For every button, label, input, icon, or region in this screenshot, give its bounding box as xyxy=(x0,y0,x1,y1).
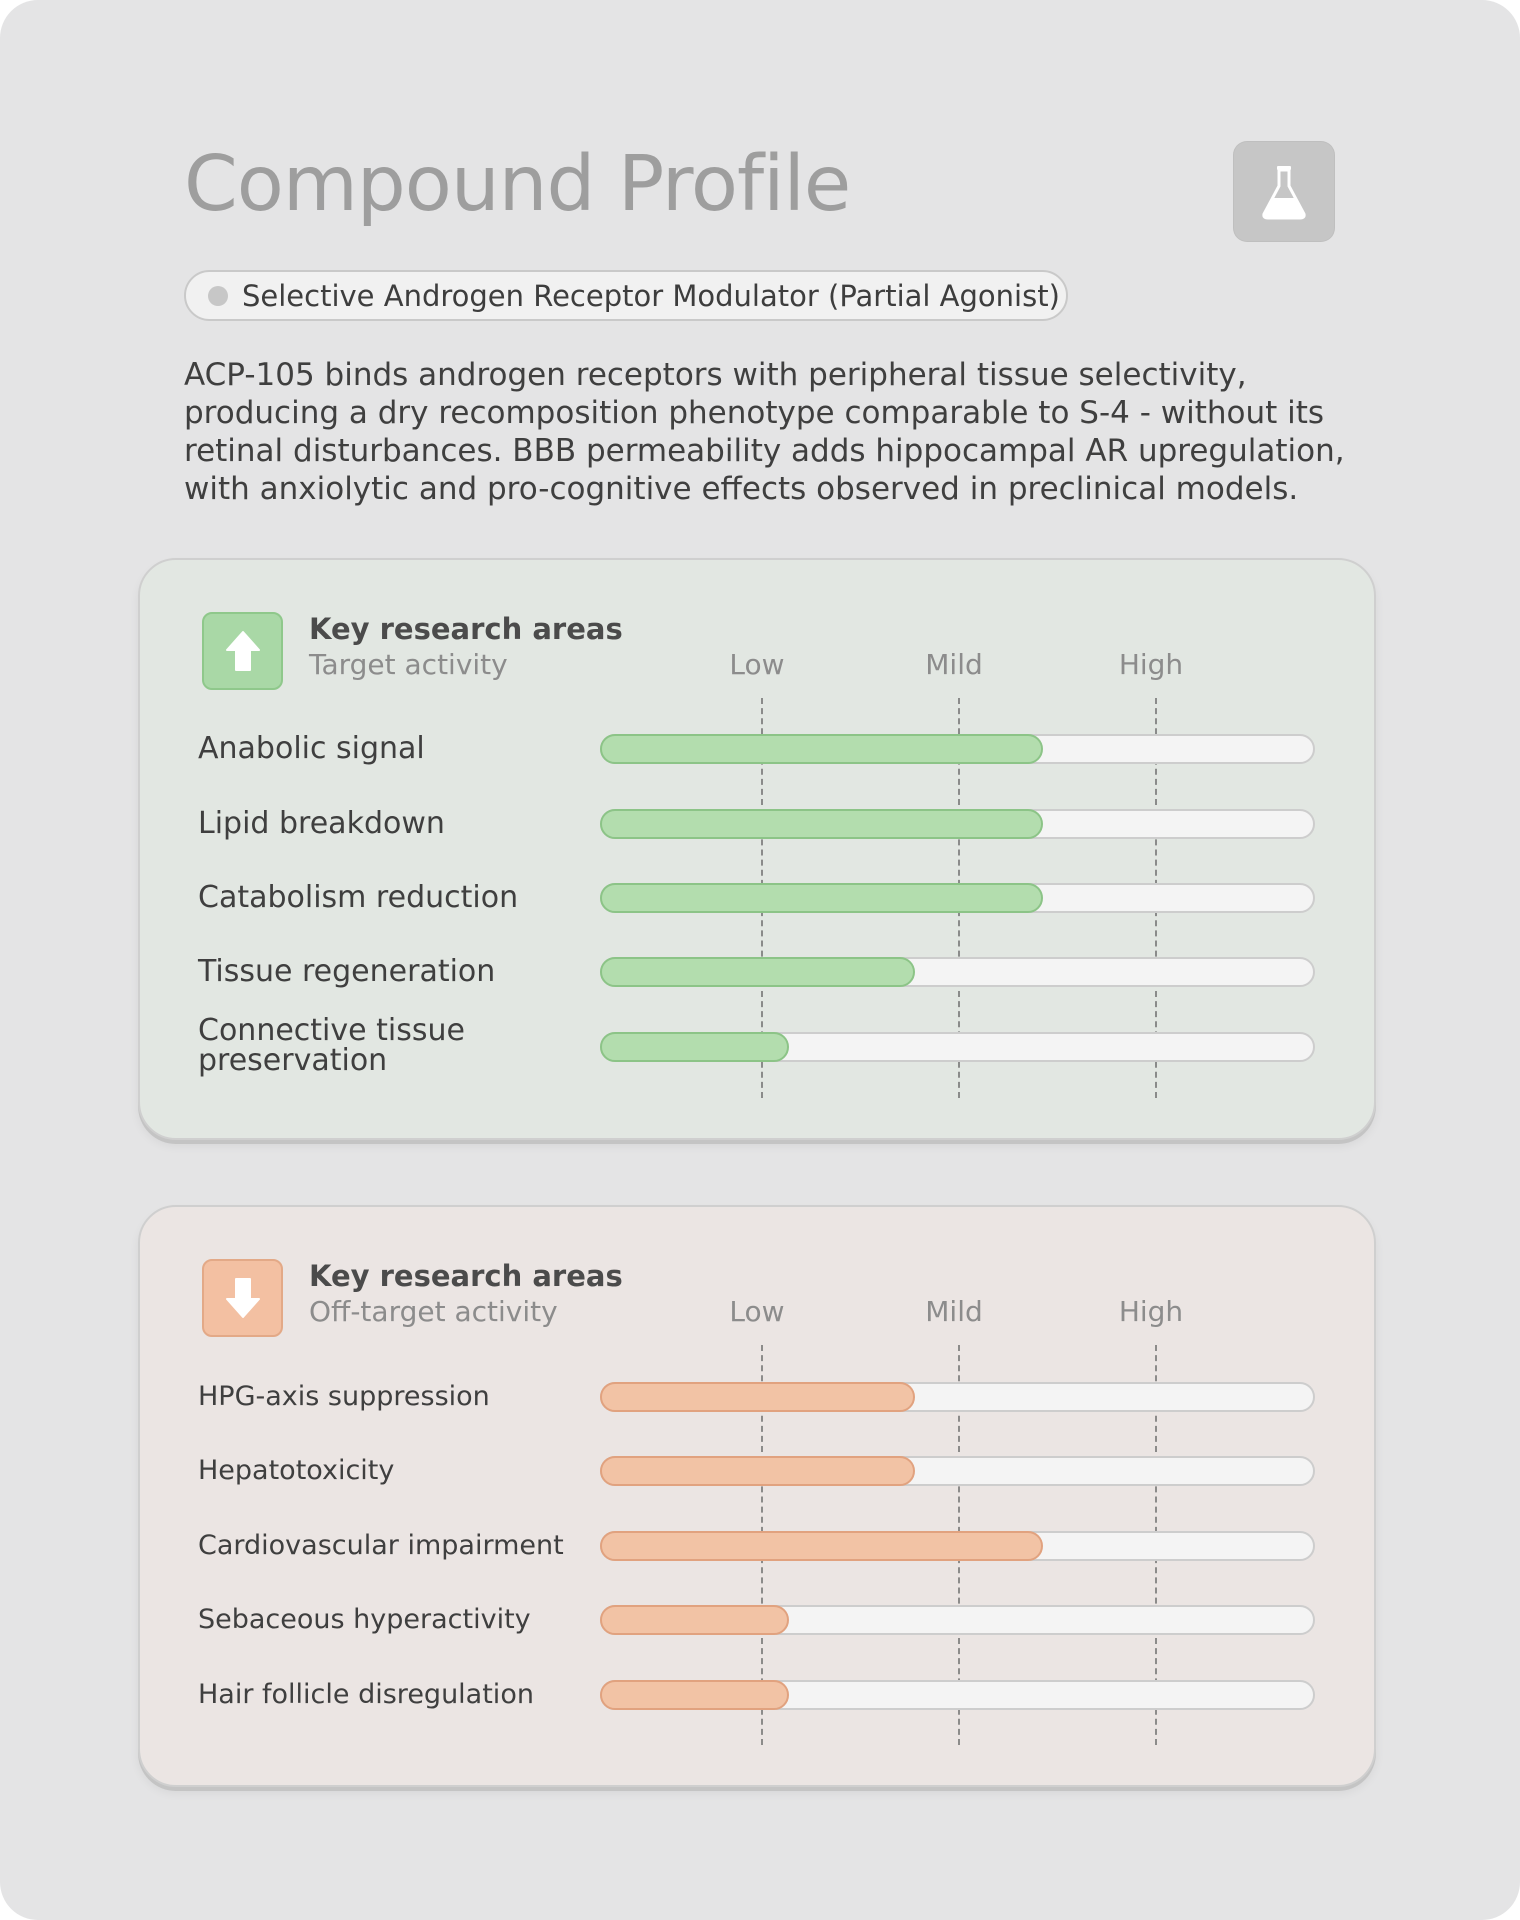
level-label-low: Low xyxy=(729,1295,785,1328)
arrow-down-icon xyxy=(224,1276,262,1320)
row-label: Connective tissue preservation xyxy=(198,1013,465,1078)
classification-text: Selective Androgen Receptor Modulator (Partial Agonist) xyxy=(242,278,1060,313)
card-title: Key research areas xyxy=(309,1259,623,1293)
page-title: Compound Profile xyxy=(184,140,851,229)
level-bar-fill xyxy=(600,1382,915,1412)
card-title: Key research areas xyxy=(309,612,623,646)
level-bar-fill xyxy=(600,957,915,987)
row-label: Hair follicle disregulation xyxy=(198,1679,534,1710)
level-bar-fill xyxy=(600,1032,789,1062)
card-subtitle: Target activity xyxy=(309,648,508,681)
off-target-activity-badge xyxy=(202,1259,283,1337)
level-bar-track xyxy=(600,734,1315,764)
level-bar-track xyxy=(600,1032,1315,1062)
level-label-high: High xyxy=(1118,1295,1184,1328)
level-bar-track xyxy=(600,1680,1315,1710)
status-dot xyxy=(208,286,228,306)
row-label: Cardiovascular impairment xyxy=(198,1530,564,1561)
level-bar-fill xyxy=(600,1531,1043,1561)
row-label: Sebaceous hyperactivity xyxy=(198,1604,531,1635)
off-target-activity-card xyxy=(138,1205,1376,1787)
compound-description: ACP-105 binds androgen receptors with peripheral tissue selectivity, producing a dry recomposition phenotype comparable to S-4 - without its retinal disturbances. BBB permeability adds hippocampal AR upregulation, with anxiolytic and pro-cognitive effects observed in preclinical models. xyxy=(184,357,1345,507)
level-bar-fill xyxy=(600,1456,915,1486)
classification-badge xyxy=(184,270,1068,321)
level-bar-track xyxy=(600,809,1315,839)
row-label: Lipid breakdown xyxy=(198,806,445,841)
row-label: Hepatotoxicity xyxy=(198,1455,395,1486)
row-label: Tissue regeneration xyxy=(198,954,496,989)
level-bar-fill xyxy=(600,883,1043,913)
level-bar-fill xyxy=(600,809,1043,839)
level-label-low: Low xyxy=(729,648,785,681)
row-label: Anabolic signal xyxy=(198,731,425,766)
level-bar-track xyxy=(600,957,1315,987)
target-activity-badge xyxy=(202,612,283,690)
level-bar-fill xyxy=(600,734,1043,764)
card-subtitle: Off-target activity xyxy=(309,1295,558,1328)
target-activity-card xyxy=(138,558,1376,1140)
row-label: Catabolism reduction xyxy=(198,880,519,915)
row-label: HPG-axis suppression xyxy=(198,1381,490,1412)
level-bar-fill xyxy=(600,1680,789,1710)
flask-icon xyxy=(1260,164,1308,220)
level-bar-track xyxy=(600,883,1315,913)
arrow-up-icon xyxy=(224,629,262,673)
level-label-mild: Mild xyxy=(925,1295,983,1328)
level-bar-track xyxy=(600,1382,1315,1412)
level-bar-track xyxy=(600,1605,1315,1635)
flask-icon-button[interactable] xyxy=(1233,141,1335,242)
level-bar-fill xyxy=(600,1605,789,1635)
level-label-mild: Mild xyxy=(925,648,983,681)
level-bar-track xyxy=(600,1456,1315,1486)
level-label-high: High xyxy=(1118,648,1184,681)
level-bar-track xyxy=(600,1531,1315,1561)
